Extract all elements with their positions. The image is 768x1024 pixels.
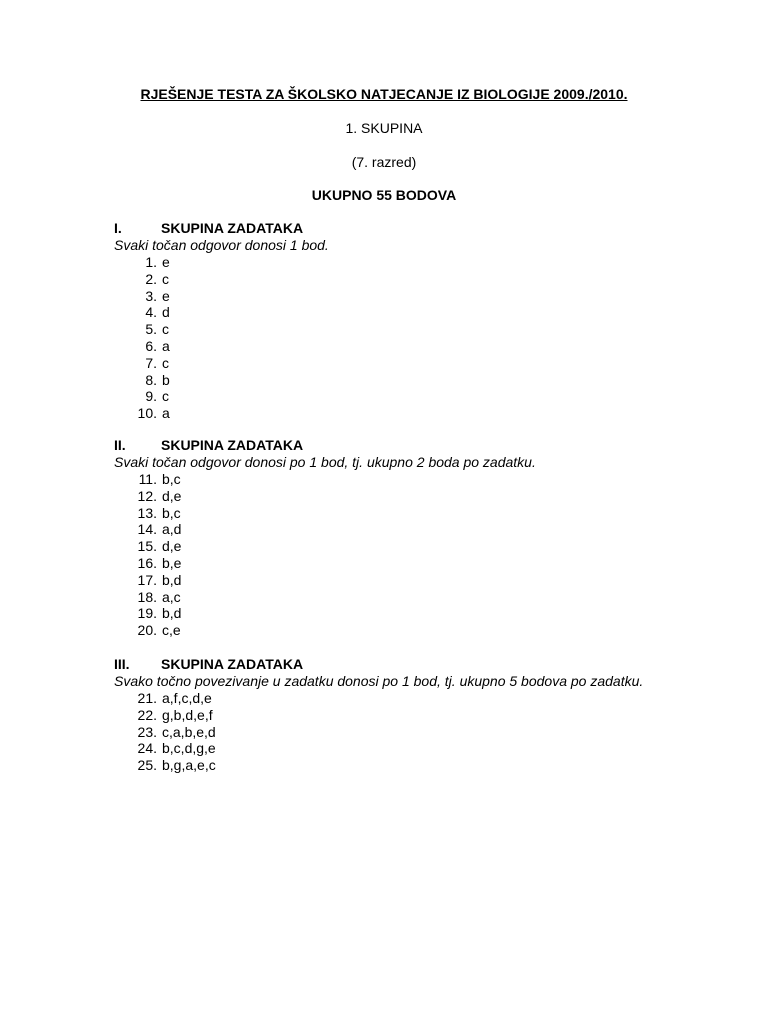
answer-value: c bbox=[162, 354, 169, 371]
section-1 bbox=[114, 220, 677, 422]
answer-item bbox=[114, 338, 677, 355]
answer-item bbox=[114, 572, 677, 589]
section-note: Svaki točan odgovor donosi po 1 bod, tj. ukupno 2 boda po zadatku. bbox=[114, 454, 536, 470]
answer-value: a,c bbox=[162, 588, 181, 605]
section-numeral: III. bbox=[114, 656, 130, 672]
answer-value: a,f,c,d,e bbox=[162, 690, 212, 706]
section-note: Svako točno povezivanje u zadatku donosi po 1 bod, tj. ukupno 5 bodova po zadatku. bbox=[114, 673, 644, 689]
answer-item bbox=[114, 254, 677, 271]
answer-item bbox=[114, 471, 677, 488]
answer-number: 16. bbox=[137, 554, 157, 571]
answer-item bbox=[114, 288, 677, 305]
section-numeral: II. bbox=[114, 437, 126, 453]
answer-number: 13. bbox=[137, 504, 157, 521]
grade-label: (7. razred) bbox=[351, 154, 417, 170]
answer-number: 7. bbox=[145, 354, 157, 371]
section-name: SKUPINA ZADATAKA bbox=[161, 437, 304, 453]
answer-value: b,c bbox=[162, 471, 181, 487]
answer-number: 21. bbox=[137, 690, 157, 706]
answer-value: a,d bbox=[162, 521, 182, 538]
section-name: SKUPINA ZADATAKA bbox=[161, 656, 304, 672]
answer-number: 10. bbox=[137, 405, 157, 422]
answer-value: b,d bbox=[162, 571, 182, 588]
answer-item bbox=[114, 304, 677, 321]
answer-number: 22. bbox=[137, 706, 157, 723]
answer-number: 25. bbox=[137, 757, 157, 774]
answer-item bbox=[114, 521, 677, 538]
answer-number: 18. bbox=[137, 588, 157, 605]
answer-number: 23. bbox=[137, 723, 157, 740]
answer-item bbox=[114, 724, 677, 741]
answer-number: 14. bbox=[137, 521, 157, 538]
answer-value: e bbox=[162, 254, 170, 270]
section-3 bbox=[114, 656, 677, 774]
answer-number: 6. bbox=[145, 337, 157, 354]
answer-item bbox=[114, 372, 677, 389]
answer-item bbox=[114, 538, 677, 555]
answer-number: 19. bbox=[137, 605, 157, 622]
answer-value: c,e bbox=[162, 622, 181, 639]
answer-item bbox=[114, 555, 677, 572]
answer-item bbox=[114, 740, 677, 757]
answer-number: 11. bbox=[138, 471, 157, 487]
answer-value: b bbox=[162, 371, 170, 388]
answer-item bbox=[114, 405, 677, 422]
answer-list bbox=[114, 471, 677, 639]
answer-value: b,c,d,g,e bbox=[162, 740, 216, 757]
answer-list bbox=[114, 254, 677, 422]
answer-value: a bbox=[162, 337, 170, 354]
answer-number: 9. bbox=[145, 388, 157, 405]
answer-value: e bbox=[162, 287, 170, 304]
answer-item bbox=[114, 388, 677, 405]
answer-value: c bbox=[162, 321, 169, 338]
section-note: Svaki točan odgovor donosi 1 bod. bbox=[114, 237, 329, 253]
answer-number: 4. bbox=[145, 304, 157, 321]
answer-item bbox=[114, 757, 677, 774]
answer-value: b,g,a,e,c bbox=[162, 757, 216, 774]
answer-item bbox=[114, 488, 677, 505]
answer-item bbox=[114, 690, 677, 707]
answer-value: d,e bbox=[162, 538, 182, 555]
answer-item bbox=[114, 605, 677, 622]
section-heading bbox=[114, 656, 677, 673]
answer-value: a bbox=[162, 405, 170, 422]
answer-value: c,a,b,e,d bbox=[162, 723, 216, 740]
answer-list bbox=[114, 690, 677, 774]
section-2 bbox=[114, 437, 677, 639]
answer-value: g,b,d,e,f bbox=[162, 706, 213, 723]
answer-number: 5. bbox=[145, 321, 157, 338]
answer-number: 1. bbox=[145, 254, 157, 270]
answer-value: b,c bbox=[162, 504, 181, 521]
group-label: 1. SKUPINA bbox=[345, 120, 423, 136]
answer-number: 17. bbox=[137, 571, 157, 588]
section-heading bbox=[114, 437, 677, 454]
answer-number: 8. bbox=[145, 371, 157, 388]
answer-value: d,e bbox=[162, 487, 182, 504]
answer-value: d bbox=[162, 304, 170, 321]
section-heading bbox=[114, 220, 677, 237]
answer-item bbox=[114, 321, 677, 338]
section-name: SKUPINA ZADATAKA bbox=[161, 220, 304, 236]
answer-item bbox=[114, 505, 677, 522]
answer-item bbox=[114, 589, 677, 606]
answer-value: c bbox=[162, 388, 169, 405]
answer-number: 12. bbox=[137, 487, 157, 504]
answer-item bbox=[114, 622, 677, 639]
section-numeral: I. bbox=[114, 220, 122, 236]
total-points: UKUPNO 55 BODOVA bbox=[311, 187, 457, 203]
answer-number: 15. bbox=[137, 538, 157, 555]
answer-number: 2. bbox=[145, 270, 157, 287]
document-title: RJEŠENJE TESTA ZA ŠKOLSKO NATJECANJE IZ BIOLOGIJE 2009./2010. bbox=[140, 86, 628, 102]
answer-number: 20. bbox=[137, 622, 157, 639]
answer-item bbox=[114, 355, 677, 372]
answer-value: c bbox=[162, 270, 169, 287]
answer-number: 3. bbox=[145, 287, 157, 304]
answer-item bbox=[114, 707, 677, 724]
answer-value: b,e bbox=[162, 554, 182, 571]
answer-item bbox=[114, 271, 677, 288]
answer-value: b,d bbox=[162, 605, 182, 622]
answer-number: 24. bbox=[137, 740, 157, 757]
